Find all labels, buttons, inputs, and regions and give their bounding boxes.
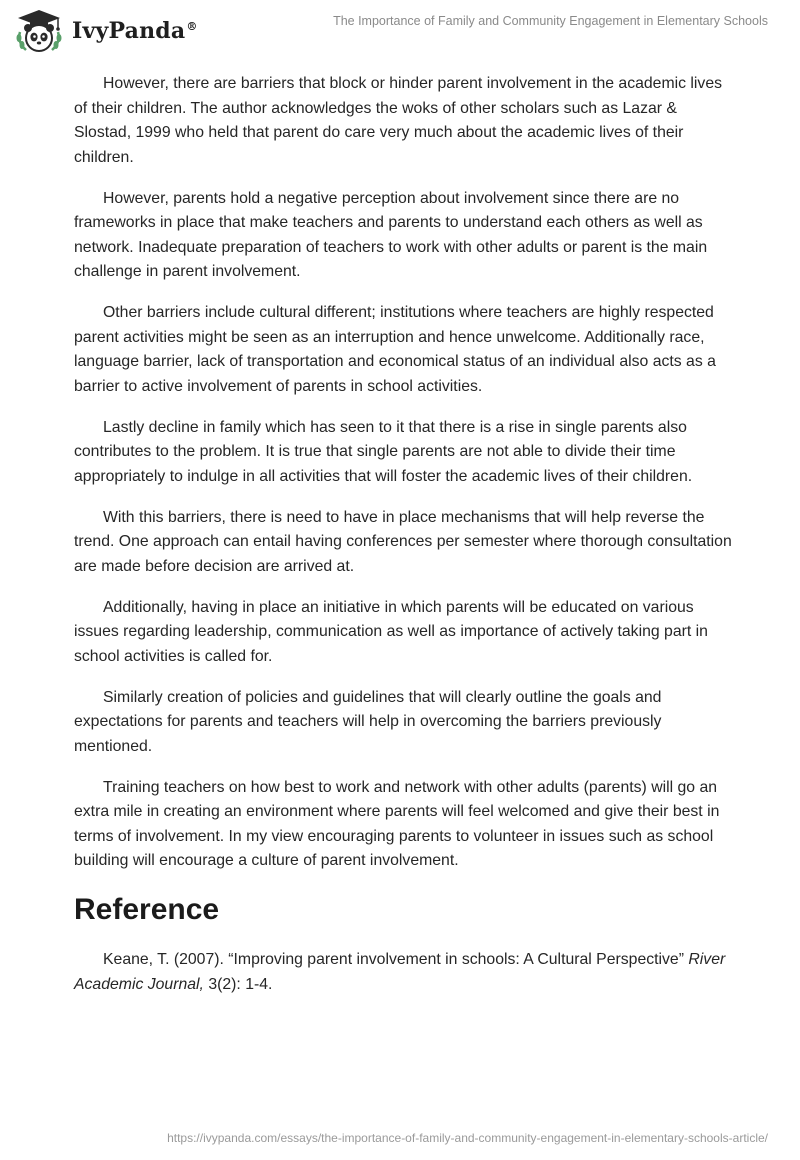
document-title: The Importance of Family and Community Engagement in Elementary Schools xyxy=(333,14,768,28)
reference-details: 3(2): 1-4. xyxy=(203,975,273,993)
paragraph: Similarly creation of policies and guidelines that will clearly outline the goals and expectations for parents and teachers will help in overcoming the barriers previously mentioned. xyxy=(74,688,662,755)
paragraph: With this barriers, there is need to have in place mechanisms that will help reverse the trend. One approach can entail having conferences per semester where thorough consultation are made before decision are arrived at. xyxy=(74,508,732,575)
reference-heading: Reference xyxy=(74,892,220,926)
reference-journal: River Academic Journal, xyxy=(74,950,726,993)
paragraph: Lastly decline in family which has seen to it that there is a rise in single parents also contributes to the problem. It is true that single parents are not able to divide their time appropriately to indulge in all activities that will foster the academic lives of their children. xyxy=(74,418,693,485)
reference-citation: Keane, T. (2007). “Improving parent involvement in schools: A Cultural Perspective” xyxy=(103,950,689,968)
paragraph: However, parents hold a negative perception about involvement since there are no frameworks in place that make teachers and parents to understand each others as well as network. Inadequate preparation of teachers to work with other adults or parent is the main challenge in parent involvement. xyxy=(74,189,708,281)
paragraph: Additionally, having in place an initiative in which parents will be educated on various issues regarding leadership, communication as well as importance of actively taking part in school activities is called for. xyxy=(74,598,708,665)
brand-name: IvyPanda® xyxy=(72,18,198,44)
paragraph: Other barriers include cultural different; institutions where teachers are highly respected parent activities might be seen as an interruption and hence unwelcome. Additionally race, language barrier, lack of transportation and economical status of an individual also acts as a barrier to active involvement of parents in school activities. xyxy=(74,304,716,395)
essay-body xyxy=(74,72,734,997)
reference-entry xyxy=(74,948,734,997)
brand-logo[interactable] xyxy=(14,8,198,54)
source-url[interactable]: https://ivypanda.com/essays/the-importance-of-family-and-community-engagement-in-elementary-schools-article/ xyxy=(167,1131,768,1145)
panda-graduate-icon xyxy=(14,8,64,54)
paragraph: However, there are barriers that block or hinder parent involvement in the academic lives of their children. The author acknowledges the woks of other scholars such as Lazar & Slostad, 1999 who held that parent do care very much about the academic lives of their children. xyxy=(74,75,723,166)
paragraph: Training teachers on how best to work and network with other adults (parents) will go an extra mile in creating an environment where parents will feel welcomed and give their best in terms of involvement. In my view encouraging parents to volunteer in issues such as school building will encourage a culture of parent involvement. xyxy=(74,778,720,870)
page-header xyxy=(0,0,800,60)
